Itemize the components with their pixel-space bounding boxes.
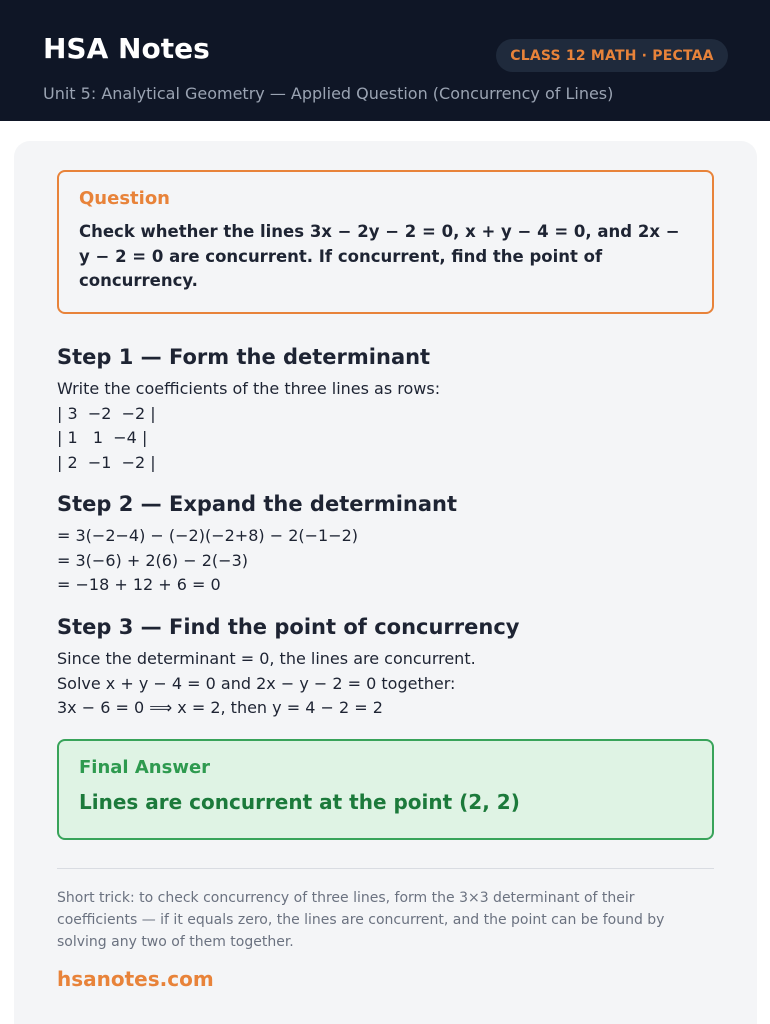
class-badge: CLASS 12 MATH · PECTAA: [496, 39, 728, 72]
step-2-line: = 3(−2−4) − (−2)(−2+8) − 2(−1−2): [57, 526, 359, 545]
step-2-title: Step 2 — Expand the determinant: [57, 492, 458, 516]
question-box: [57, 170, 714, 314]
short-trick-note: Short trick: to check concurrency of three lines, form the 3×3 determinant of their coefficients — if it equals zero, the lines are concurrent, and the point can be found by solving any two of them together.: [57, 890, 665, 950]
step-1-body: [57, 377, 440, 475]
step-1-title: Step 1 — Form the determinant: [57, 345, 431, 369]
step-3-body: [57, 647, 476, 721]
brand-title: HSA Notes: [43, 32, 210, 65]
question-label: Question: [79, 188, 170, 209]
step-1-line: Write the coefficients of the three lines as rows:: [57, 379, 441, 398]
final-answer-label: Final Answer: [79, 757, 211, 778]
step-3-line: Solve x + y − 4 = 0 and 2x − y − 2 = 0 together:: [57, 673, 456, 693]
site-link[interactable]: hsanotes.com: [57, 967, 214, 991]
page-header: [0, 0, 770, 121]
step-2-line: = −18 + 12 + 6 = 0: [57, 575, 221, 594]
step-3-title: Step 3 — Find the point of concurrency: [57, 615, 520, 639]
question-text: Check whether the lines 3x − 2y − 2 = 0, x + y − 4 = 0, and 2x − y − 2 = 0 are concurrent. If concurrent, find the point of concurrency.: [79, 222, 680, 290]
footer-divider: [57, 868, 714, 869]
step-2-body: [57, 524, 358, 598]
step-3-line: Since the determinant = 0, the lines are concurrent.: [57, 649, 476, 668]
step-2-line: = 3(−6) + 2(6) − 2(−3): [57, 550, 248, 570]
final-answer-text: Lines are concurrent at the point (2, 2): [79, 790, 520, 814]
final-answer-box: [57, 739, 714, 840]
step-1-line: | 3 −2 −2 |: [57, 403, 156, 423]
page-subtitle: Unit 5: Analytical Geometry — Applied Question (Concurrency of Lines): [43, 84, 614, 103]
step-3-line: 3x − 6 = 0 ⟹ x = 2, then y = 4 − 2 = 2: [57, 698, 383, 717]
step-1-line: | 1 1 −4 |: [57, 428, 148, 447]
step-1-line: | 2 −1 −2 |: [57, 452, 156, 472]
